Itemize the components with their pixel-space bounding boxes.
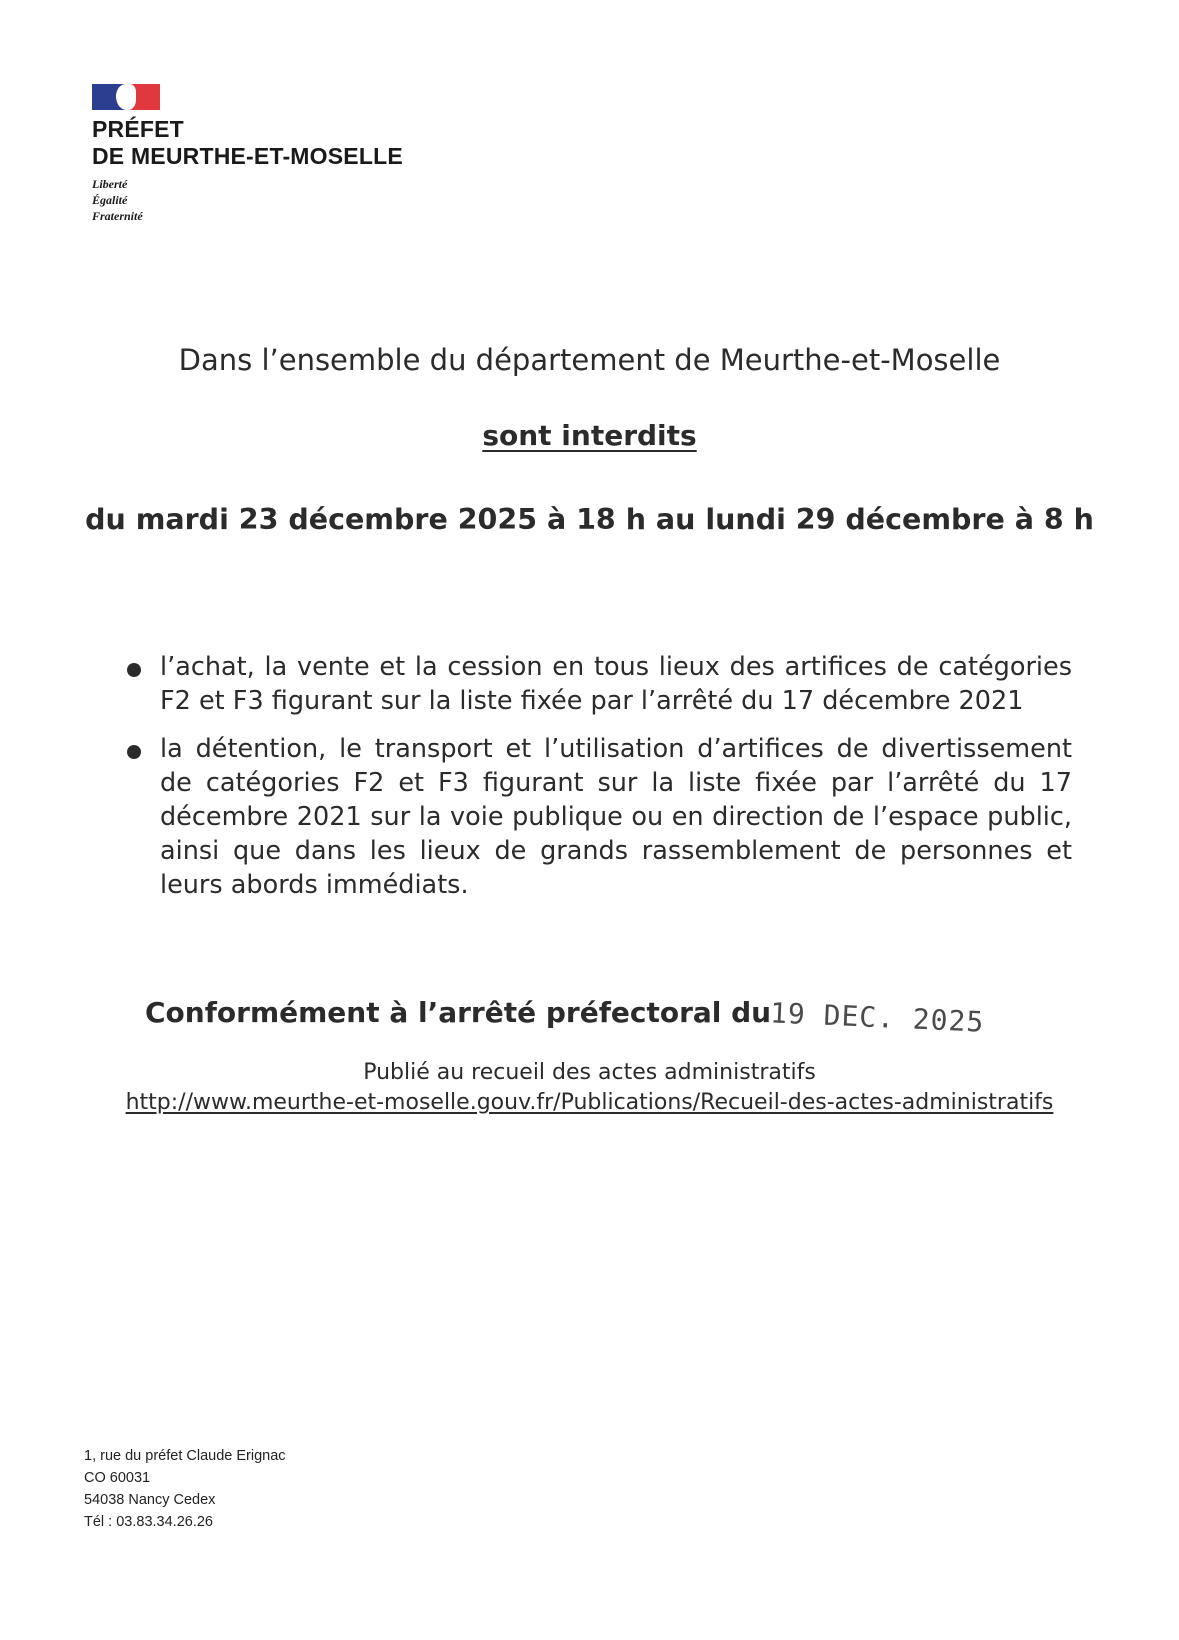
footer-address — [84, 1445, 286, 1533]
conformity-text: Conformément à l’arrêté préfectoral du — [145, 996, 772, 1029]
motto-fraternite: Fraternité — [92, 209, 143, 223]
address-street: 1, rue du préfet Claude Erignac — [84, 1448, 286, 1464]
prefecture-title-line2: DE MEURTHE-ET-MOSELLE — [92, 143, 403, 169]
period-text: du mardi 23 décembre 2025 à 18 h au lundi 29 décembre à 8 h — [85, 503, 1094, 536]
prefecture-title — [92, 116, 452, 170]
list-item-text: la détention, le transport et l’utilisation d’artifices de divertissement de catégories F2 et F3 figurant sur la liste fixée par l’arrêté du 17 décembre 2021 sur la voie publique ou en direction de l’espace public, ainsi que dans les lieux de grands rassemblement de personnes et leurs abords immédiats. — [160, 734, 1072, 900]
list-item — [122, 732, 1072, 902]
prefecture-logo — [92, 84, 452, 224]
republic-motto — [92, 176, 452, 224]
intro-text: Dans l’ensemble du département de Meurthe-et-Moselle — [178, 343, 1001, 377]
forbidden-heading-text: sont interdits — [482, 419, 697, 452]
address-phone: Tél : 03.83.34.26.26 — [84, 1514, 213, 1530]
address-po-box: CO 60031 — [84, 1470, 151, 1486]
list-item — [122, 650, 1072, 718]
publication-note: Publié au recueil des actes administratifs — [363, 1060, 816, 1085]
list-item-text: l’achat, la vente et la cession en tous lieux des artifices de catégories F2 et F3 figurant sur la liste fixée par l’arrêté du 17 décembre 2021 — [160, 652, 1072, 716]
date-stamp: 19 DEC. 2025 — [769, 996, 985, 1039]
motto-liberte: Liberté — [92, 177, 128, 191]
publication-link[interactable]: http://www.meurthe-et-moselle.gouv.fr/Publications/Recueil-des-actes-administratifs — [125, 1090, 1054, 1115]
marianne-profile — [116, 84, 136, 110]
marianne-flag-icon — [92, 84, 160, 110]
motto-egalite: Égalité — [92, 193, 128, 207]
bullet-icon — [127, 745, 141, 759]
address-city: 54038 Nancy Cedex — [84, 1492, 216, 1508]
prohibition-list — [122, 650, 1072, 916]
forbidden-heading — [0, 416, 1179, 456]
bullet-icon — [127, 663, 141, 677]
prefecture-title-line1: PRÉFET — [92, 116, 184, 142]
